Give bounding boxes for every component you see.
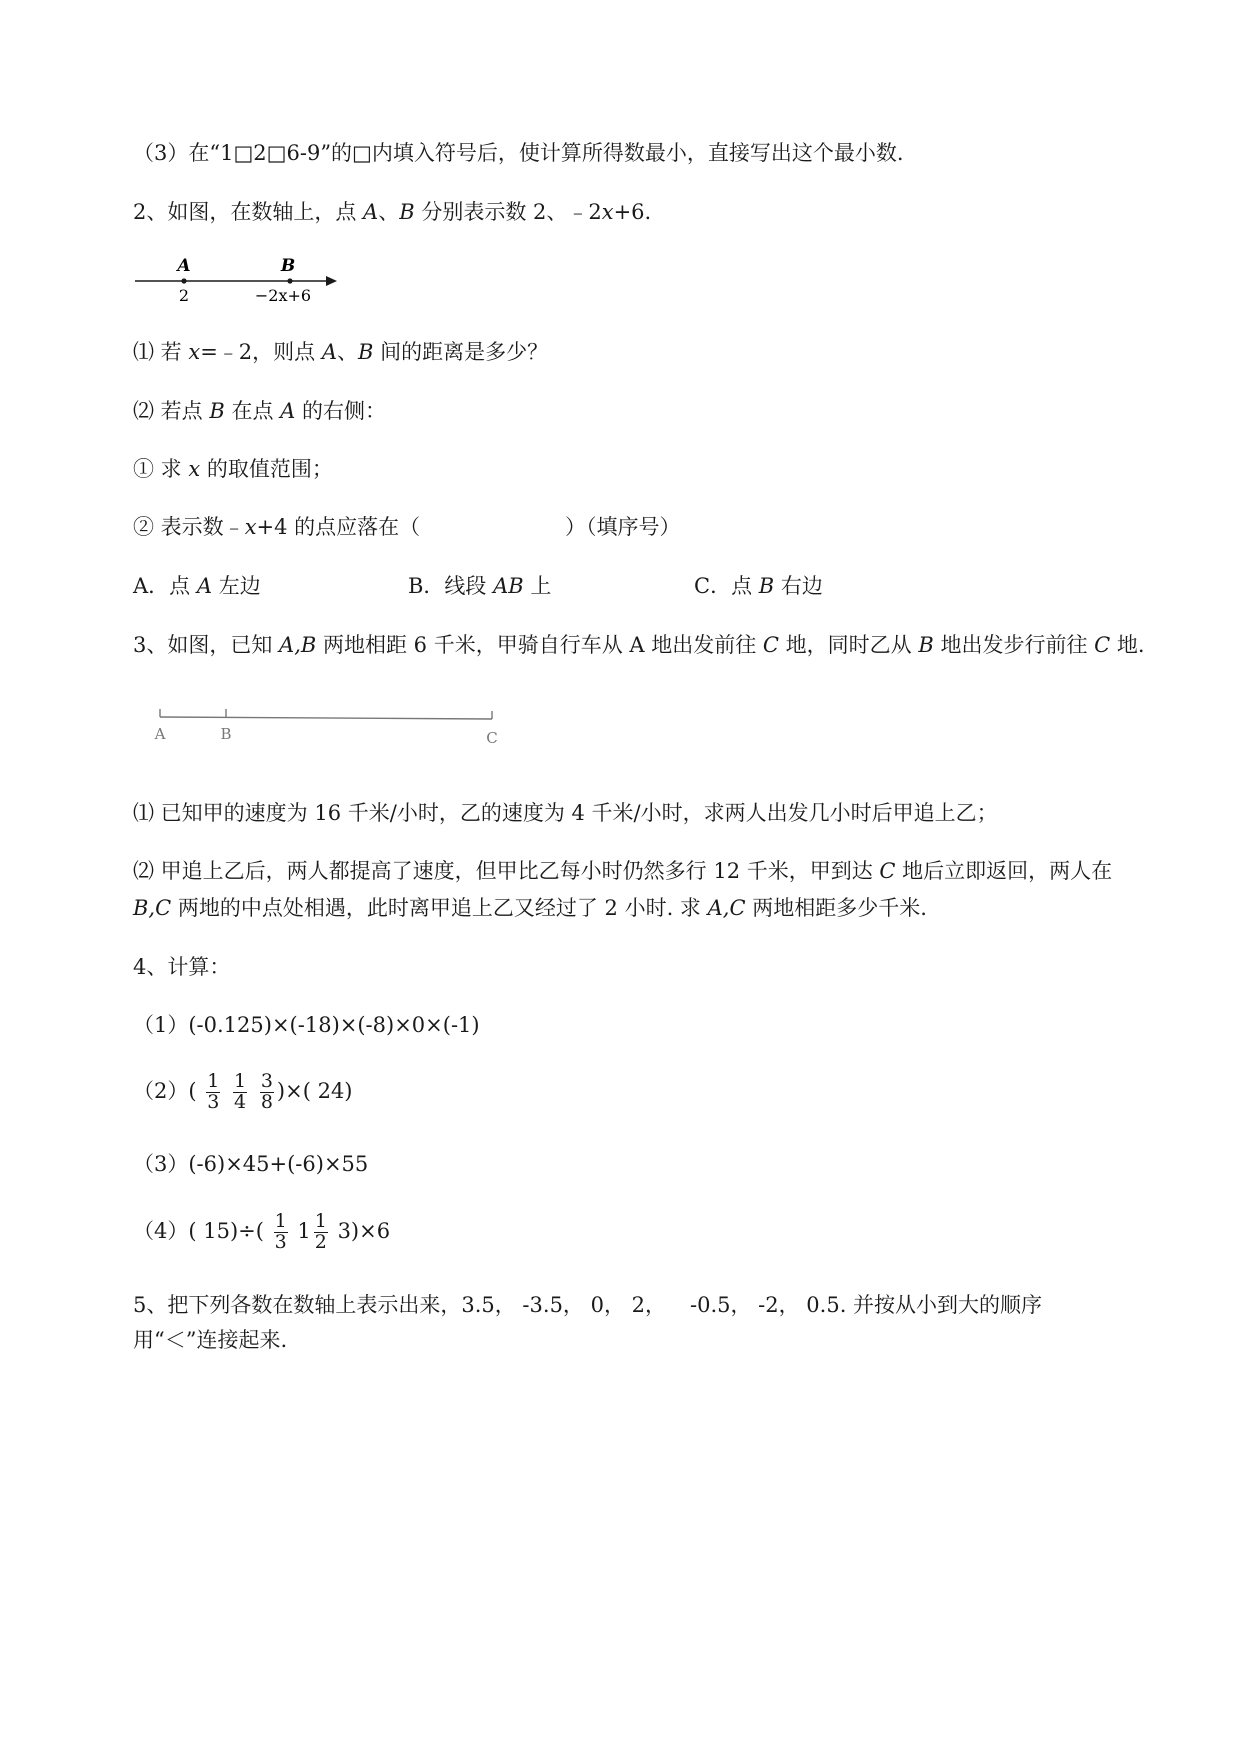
text-span: 地，同时乙从 [778,633,919,657]
var-b: B [209,399,225,423]
question-3-part-2-line-2 [133,898,927,919]
question-2-sub-1 [133,459,333,480]
question-3-stem [133,635,1145,656]
question-2-sub-2-tail: ）（填序号） [565,515,681,539]
segment-label-b: B [220,725,232,743]
var-a: A [196,574,213,598]
denominator: 3 [207,1091,220,1113]
text-span: ( 15)÷( [188,1219,264,1243]
point-a-label: A [177,256,191,276]
question-3-part-2-line-1 [133,861,1112,882]
text-span: 、 [337,340,359,364]
text-span: 两地的中点处相遇，此时离甲追上乙又经过了 2 小时. 求 [171,896,708,920]
text-span: 地出发步行前往 [933,633,1095,657]
text-span: +6. [613,200,652,224]
question-4-part-4 [133,1208,390,1254]
text-span: 3、如图，已知 [133,633,280,657]
text-span: )×( 24) [276,1079,353,1103]
var-ab: A,B [279,633,317,657]
option-c [694,576,823,597]
text-span: 在点 [224,399,281,423]
text-span: ① 求 [133,457,189,481]
denominator: 8 [260,1091,273,1113]
var-a: A [321,340,338,364]
question-5-line-1: 5、把下列各数在数轴上表示出来，3.5， -3.5， 0， 2， [133,1293,666,1317]
var-a: A [280,399,296,423]
text-span: 分别表示数 2、﹣2 [414,200,602,224]
text-span: B．线段 [408,574,494,598]
var-a: A [363,200,379,224]
var-b: B [918,633,934,657]
text-span: 上 [523,574,552,598]
text-span: 两地相距 6 千米，甲骑自行车从 A 地出发前往 [316,633,763,657]
text-span: 3)×6 [330,1219,391,1243]
numerator: 1 [234,1070,247,1093]
var-x: x [244,515,257,539]
question-4-part-1: （1）(-0.125)×(-18)×(-8)×0×(-1) [133,1013,480,1037]
axis-arrow [326,276,337,286]
var-x: x [601,200,614,224]
var-c: C [762,633,779,657]
var-bc: B,C [133,896,172,920]
point-b-value: −2x+6 [254,286,312,305]
question-4-title: 4、计算： [133,955,231,979]
text-span: 地后立即返回，两人在 [895,859,1113,883]
text-span: 右边 [774,574,823,598]
var-b: B [399,200,415,224]
denominator: 4 [234,1091,247,1113]
fraction [260,1072,274,1113]
text-span: ⑴ 若 [133,340,189,364]
var-x: x [188,457,201,481]
text-span: 两地相距多少千米. [745,896,927,920]
question-2-stem [133,202,651,223]
segment-label-a: A [154,725,166,743]
text-span: （4） [133,1219,189,1243]
segment-figure [152,703,512,753]
fraction [314,1212,328,1253]
question-3-part-1: ⑴ 已知甲的速度为 16 千米/小时，乙的速度为 4 千米/小时，求两人出发几小时后甲追上乙； [133,801,998,825]
text-span: ⑵ 若点 [133,399,210,423]
question-4-part-2 [133,1068,353,1114]
option-a [133,576,261,597]
var-ac: A,C [707,896,746,920]
var-c: C [879,859,896,883]
point-b-label: B [280,256,296,276]
question-2-part-1 [133,342,548,363]
text-span: 2、如图，在数轴上，点 [133,200,364,224]
text-span: C．点 [694,574,759,598]
var-ab: AB [493,574,524,598]
question-4-part-3: （3）(-6)×45+(-6)×55 [133,1152,369,1176]
fraction [233,1072,247,1113]
var-x: x [188,340,201,364]
numerator: 1 [207,1070,220,1093]
text-span: 的取值范围； [200,457,333,481]
denominator: 2 [314,1231,327,1253]
text-span: 、 [378,200,400,224]
text-span: 地. [1110,633,1145,657]
text-span: =﹣2，则点 [200,340,322,364]
numerator: 1 [314,1210,327,1233]
point-a-dot [181,278,186,283]
text-span: A．点 [133,574,197,598]
number-line-figure [133,256,343,306]
question-5-line-2: 用“＜”连接起来. [133,1328,288,1352]
denominator: 3 [274,1231,287,1253]
whole-number: 1 [297,1219,311,1243]
question-1-part-3: （3）在“1□2□6-9”的□内填入符号后，使计算所得数最小，直接写出这个最小数. [133,141,904,165]
text-span: ( [188,1079,197,1103]
point-b-dot [287,278,292,283]
text-span: 左边 [212,574,261,598]
text-span: ⑵ 甲追上乙后，两人都提高了速度，但甲比乙每小时仍然多行 12 千米，甲到达 [133,859,880,883]
fraction [274,1212,288,1253]
numerator: 1 [274,1210,287,1233]
var-b: B [758,574,775,598]
segment-label-c: C [486,729,498,747]
question-2-sub-2 [133,517,420,538]
text-span: +4 的点应落在（ [256,515,421,539]
text-span: 间的距离是多少？ [373,340,549,364]
var-b: B [358,340,374,364]
segment-line [160,717,492,719]
question-5-line-1-tail: -0.5， -2， 0.5. 并按从小到大的顺序 [690,1293,1043,1317]
text-span: ② 表示数﹣ [133,515,245,539]
numerator: 3 [260,1070,273,1093]
text-span: 的右侧： [295,399,387,423]
fraction [206,1072,220,1113]
point-a-value: 2 [178,286,190,305]
var-c: C [1094,633,1111,657]
question-2-part-2 [133,401,386,422]
text-span: （2） [133,1079,189,1103]
option-b [408,576,551,597]
